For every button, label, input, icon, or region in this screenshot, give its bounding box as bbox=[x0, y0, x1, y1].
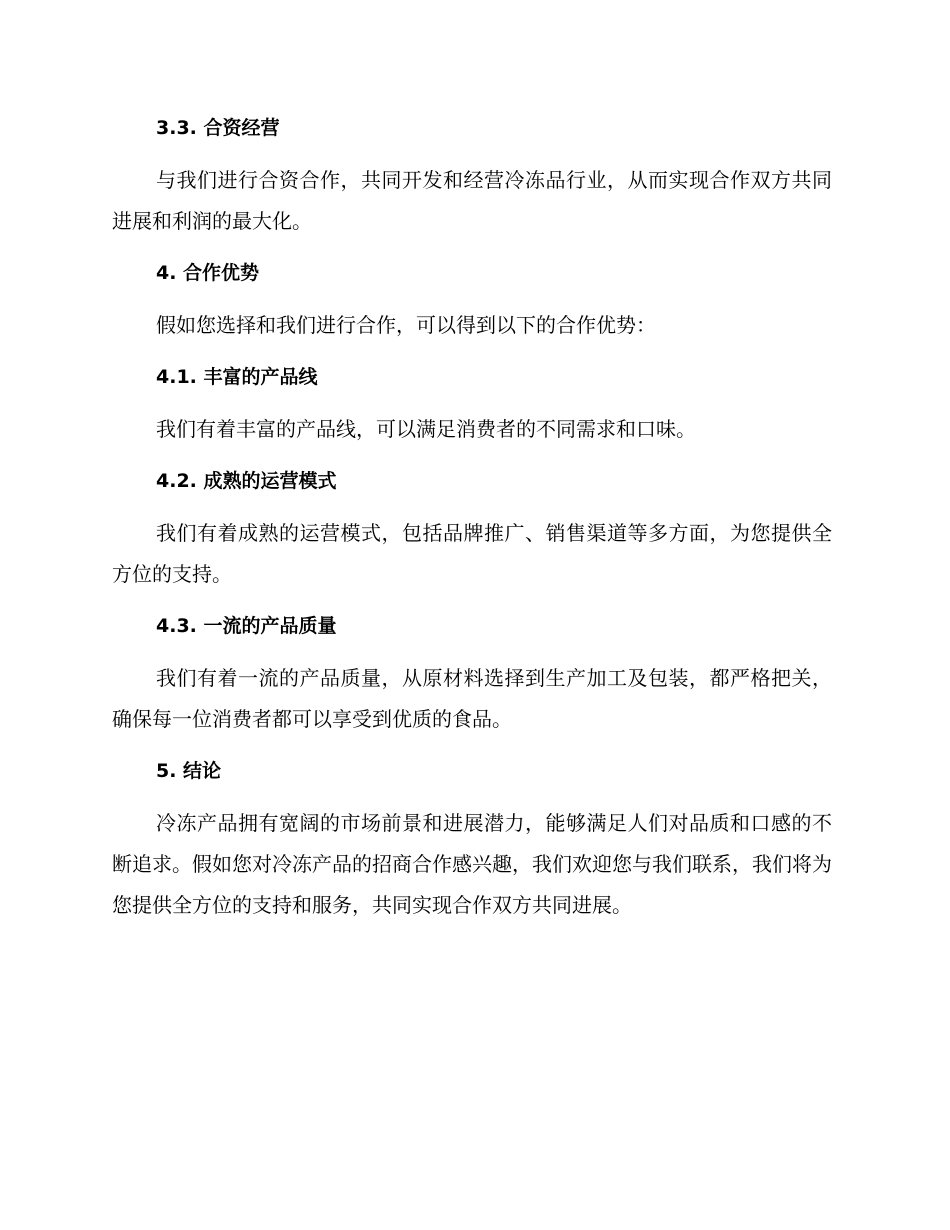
section-heading-4-3: 4.3. 一流的产品质量 bbox=[156, 615, 337, 637]
section-paragraph-5: 冷冻产品拥有宽阔的市场前景和进展潜力，能够满足人们对品质和口感的不断追求。假如您对冷冻产品的招商合作感兴趣，我们欢迎您与我们联系，我们将为您提供全方位的支持和服务，共同实现合作双方共同进展。 bbox=[112, 811, 832, 917]
section-paragraph-4: 假如您选择和我们进行合作，可以得到以下的合作优势： bbox=[156, 313, 656, 337]
section-heading-4-2: 4.2. 成熟的运营模式 bbox=[156, 470, 337, 492]
section-paragraph-4-2: 我们有着成熟的运营模式，包括品牌推广、销售渠道等多方面，为您提供全方位的支持。 bbox=[112, 521, 832, 586]
document-body bbox=[112, 108, 832, 926]
section-heading-3-3: 3.3. 合资经营 bbox=[156, 117, 280, 139]
section-paragraph-4-1: 我们有着丰富的产品线，可以满足消费者的不同需求和口味。 bbox=[156, 417, 696, 441]
section-heading-4-1: 4.1. 丰富的产品线 bbox=[156, 366, 318, 388]
section-heading-4: 4. 合作优势 bbox=[156, 262, 260, 284]
section-heading-5: 5. 结论 bbox=[156, 760, 222, 782]
section-paragraph-3-3: 与我们进行合资合作，共同开发和经营冷冻品行业，从而实现合作双方共同进展和利润的最大化。 bbox=[112, 168, 832, 233]
section-paragraph-4-3: 我们有着一流的产品质量，从原材料选择到生产加工及包装，都严格把关，确保每一位消费者都可以享受到优质的食品。 bbox=[112, 666, 832, 731]
